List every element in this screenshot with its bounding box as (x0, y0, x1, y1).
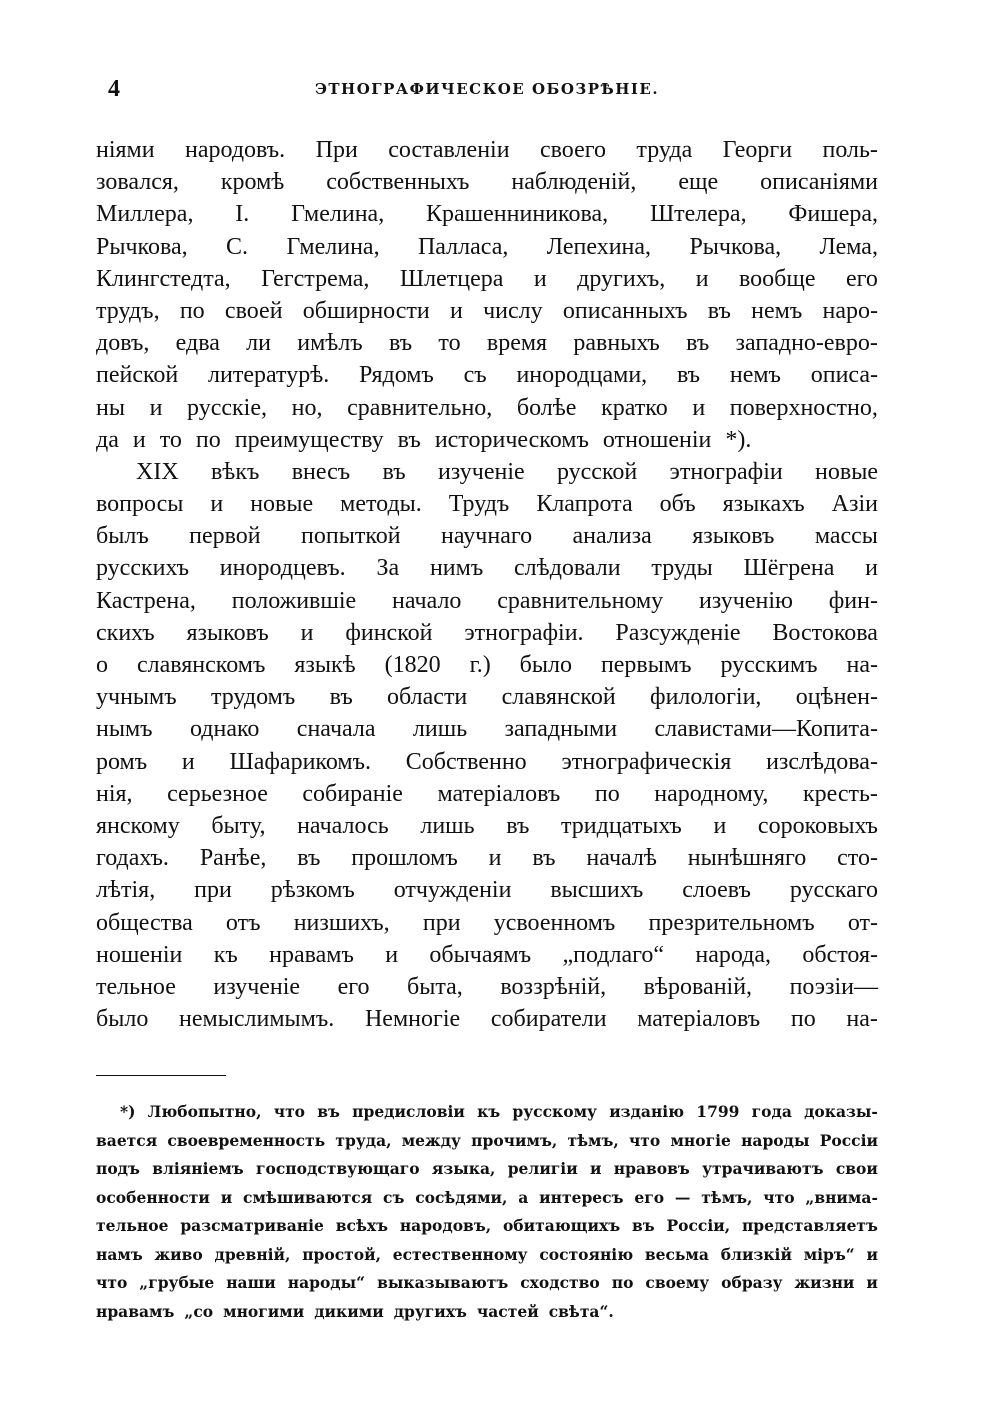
body-line: трудъ, по своей обширности и числу описанныхъ въ немъ наро- (96, 297, 878, 324)
footnote-line: особенности и смѣшиваются съ сосѣдями, а интересъ его — тѣмъ, что „внима- (96, 1187, 878, 1207)
body-line: русскихъ инородцевъ. За нимъ слѣдовали труды Шёгрена и (96, 555, 878, 582)
body-line: о славянскомъ языкѣ (1820 г.) было первымъ русскимъ на- (96, 652, 878, 678)
footnote-line: вается своевременность труда, между прочимъ, тѣмъ, что многіе народы Россіи (96, 1130, 878, 1150)
body-line: годахъ. Ранѣе, въ прошломъ и въ началѣ нынѣшняго сто- (96, 845, 878, 872)
body-line: было немыслимымъ. Немногіе собиратели матеріаловъ по на- (96, 1006, 878, 1033)
body-line: да и то по преимуществу въ историческомъ отношеніи *). (96, 426, 752, 453)
body-line: нія, серьезное собираніе матеріаловъ по народному, кресть- (96, 780, 878, 807)
body-line: лѣтія, при рѣзкомъ отчужденіи высшихъ слоевъ русскаго (96, 877, 878, 904)
body-line: XIX вѣкъ внесъ въ изученіе русской этнографіи новые (136, 458, 878, 485)
body-line: ны и русскіе, но, сравнительно, болѣе кратко и поверхностно, (96, 394, 878, 421)
body-line: Клингстедта, Гегстрема, Шлетцера и другихъ, и вообще его (96, 265, 878, 292)
body-line: ношеніи къ нравамъ и обычаямъ „подлаго“ народа, обстоя- (96, 941, 878, 968)
body-line: тельное изученіе его быта, воззрѣній, вѣрованій, поэзіи— (96, 973, 878, 1000)
body-line: янскому быту, началось лишь въ тридцатыхъ и сороковыхъ (96, 812, 878, 839)
body-line: былъ первой попыткой научнаго анализа языковъ массы (96, 523, 878, 550)
body-line: нымъ однако сначала лишь западными славистами—Копита- (96, 716, 878, 743)
body-line: учнымъ трудомъ въ области славянской филологіи, оцѣнен- (96, 684, 878, 711)
body-line: довъ, едва ли имѣлъ въ то время равныхъ въ западно-евро- (96, 330, 878, 357)
main-text (96, 134, 878, 1035)
body-line: скихъ языковъ и финской этнографіи. Разсужденіе Востокова (96, 619, 878, 646)
footnote-line: тельное разсматриваніе всѣхъ народовъ, обитающихъ въ Россіи, представляетъ (96, 1216, 878, 1235)
footnote-line: намъ живо древній, простой, естественному состоянію весьма близкій міръ“ и (96, 1244, 878, 1264)
footnote-line: *) Любопытно, что въ предисловіи къ русскому изданію 1799 года доказы- (120, 1102, 878, 1121)
footnote-line: подъ вліяніемъ господствующаго языка, религіи и нравовъ утрачиваютъ свои (96, 1159, 878, 1178)
page-number: 4 (108, 76, 120, 102)
running-title: ЭТНОГРАФИЧЕСКОЕ ОБОЗРѢНІЕ. (314, 80, 660, 98)
body-line: Рычкова, С. Гмелина, Палласа, Лепехина, Рычкова, Лема, (96, 233, 878, 260)
body-line: зовался, кромѣ собственныхъ наблюденій, еще описаніями (96, 169, 878, 196)
body-line: общества отъ низшихъ, при усвоенномъ презрительномъ от- (96, 909, 878, 936)
body-line: ніями народовъ. При составленіи своего труда Георги поль- (96, 137, 878, 163)
footnote-line: что „грубые наши народы“ выказываютъ сходство по своему образу жизни и (96, 1273, 878, 1292)
footnote-line: нравамъ „со многими дикими другихъ частей свѣта“. (96, 1301, 614, 1321)
page-header (96, 76, 878, 104)
footnote-separator-rule (96, 1075, 226, 1076)
body-line: вопросы и новые методы. Трудъ Клапрота объ языкахъ Азіи (96, 491, 878, 518)
body-line: пейской литературѣ. Рядомъ съ инородцами, въ немъ описа- (96, 362, 878, 389)
body-line: Кастрена, положившіе начало сравнительному изученію фин- (96, 587, 878, 614)
body-line: ромъ и Шафарикомъ. Собственно этнографическія изслѣдова- (96, 748, 878, 775)
footnote (96, 1098, 878, 1326)
body-line: Миллера, І. Гмелина, Крашенниникова, Штелера, Фишера, (96, 201, 878, 228)
